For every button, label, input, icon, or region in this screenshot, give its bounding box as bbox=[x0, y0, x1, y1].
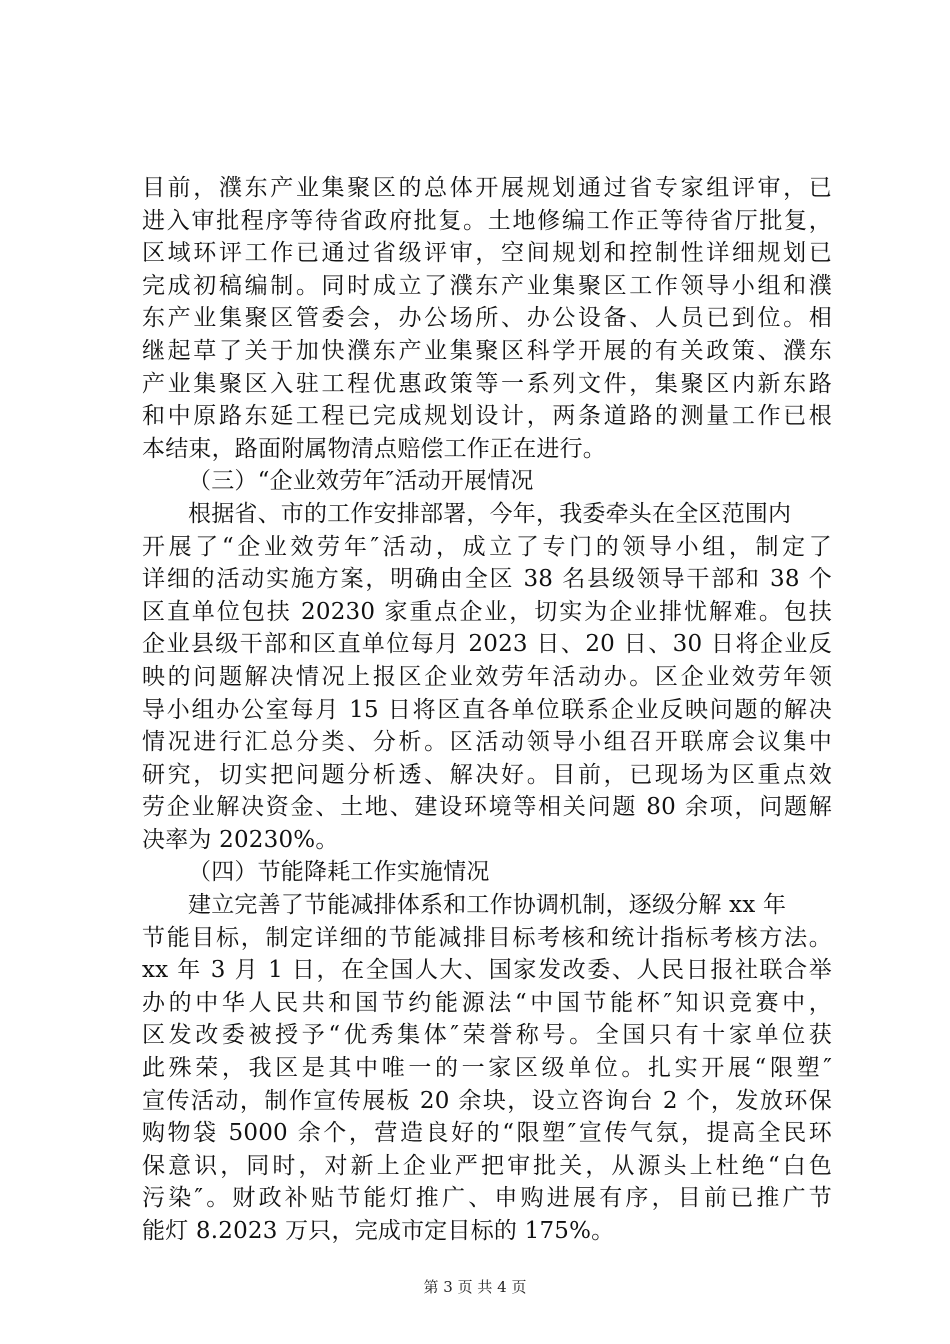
text-line: 能灯 8.2023 万只，完成市定目标的 175%。 bbox=[142, 1218, 615, 1244]
text-line: 开展了“企业效劳年″活动，成立了专门的领导小组，制定了 bbox=[142, 533, 832, 560]
text-line: 区域环评工作已通过省级评审，空间规划和控制性详细规划已 bbox=[142, 240, 832, 267]
text-line: 目前，濮东产业集聚区的总体开展规划通过省专家组评审，已 bbox=[142, 175, 832, 201]
text-line: 购物袋 5000 余个，营造良好的“限塑″宣传气氛，提高全民环 bbox=[142, 1120, 832, 1147]
text-line: 办的中华人民共和国节约能源法“中国节能杯″知识竞赛中， bbox=[142, 989, 832, 1016]
text-line: 进入审批程序等待省政府批复。土地修编工作正等待省厅批复， bbox=[142, 207, 832, 234]
text-line: xx 年 3 月 1 日，在全国人大、国家发改委、人民日报社联合举 bbox=[142, 957, 832, 984]
text-line: 产业集聚区入驻工程优惠政策等一系列文件，集聚区内新东路 bbox=[142, 370, 832, 397]
text-line: 导小组办公室每月 15 日将区直各单位联系企业反映问题的解决 bbox=[142, 696, 832, 723]
section-heading: （四）节能降耗工作实施情况 bbox=[188, 859, 490, 886]
text-line: 研究，切实把问题分析透、解决好。目前，已现场为区重点效 bbox=[142, 761, 832, 788]
text-line: 企业县级干部和区直单位每月 2023 日、20 日、30 日将企业反 bbox=[142, 631, 832, 658]
text-line: 劳企业解决资金、土地、建设环境等相关问题 80 余项，问题解 bbox=[142, 794, 832, 821]
text-line: 区直单位包扶 20230 家重点企业，切实为企业排忧解难。包扶 bbox=[142, 598, 832, 625]
text-line: 和中原路东延工程已完成规划设计，两条道路的测量工作已根 bbox=[142, 403, 832, 430]
text-line: 保意识，同时，对新上企业严把审批关，从源头上杜绝“白色 bbox=[142, 1152, 832, 1179]
text-line: 区发改委被授予“优秀集体″荣誉称号。全国只有十家单位获 bbox=[142, 1022, 832, 1049]
text-line: 详细的活动实施方案，明确由全区 38 名县级领导干部和 38 个 bbox=[142, 566, 832, 593]
text-line: 污染″。财政补贴节能灯推广、申购进展有序，目前已推广节 bbox=[142, 1185, 832, 1212]
text-line: 节能目标，制定详细的节能减排目标考核和统计指标考核方法。 bbox=[142, 924, 832, 951]
text-line: 情况进行汇总分类、分析。区活动领导小组召开联席会议集中 bbox=[142, 729, 832, 756]
text-line: 决率为 20230%。 bbox=[142, 826, 339, 853]
text-line: 本结束，路面附属物清点赔偿工作正在进行。 bbox=[142, 435, 606, 462]
text-line: 完成初稿编制。同时成立了濮东产业集聚区工作领导小组和濮 bbox=[142, 272, 832, 299]
text-line: 东产业集聚区管委会，办公场所、办公设备、人员已到位。相 bbox=[142, 305, 832, 332]
text-line: 此殊荣，我区是其中唯一的一家区级单位。扎实开展“限塑″ bbox=[142, 1055, 832, 1082]
text-line: 宣传活动，制作宣传展板 20 余块，设立咨询台 2 个，发放环保 bbox=[142, 1087, 832, 1114]
text-line: 继起草了关于加快濮东产业集聚区科学开展的有关政策、濮东 bbox=[142, 337, 832, 364]
text-line: 映的问题解决情况上报区企业效劳年活动办。区企业效劳年领 bbox=[142, 663, 832, 690]
page-footer: 第 3 页 共 4 页 bbox=[423, 1278, 527, 1296]
text-line: 根据省、市的工作安排部署，今年，我委牵头在全区范围内 bbox=[188, 500, 792, 527]
section-heading: （三）“企业效劳年″活动开展情况 bbox=[188, 468, 534, 495]
body-text bbox=[142, 172, 832, 1248]
text-line: 建立完善了节能减排体系和工作协调机制，逐级分解 xx 年 bbox=[188, 892, 787, 919]
